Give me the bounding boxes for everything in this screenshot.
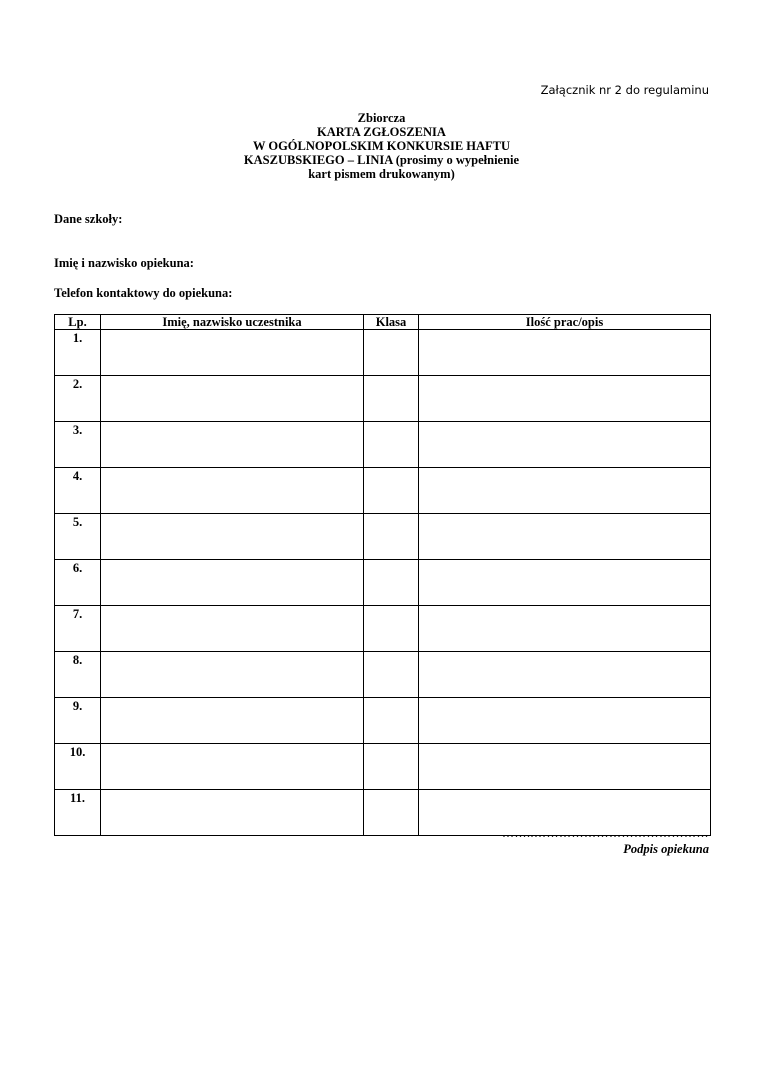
participant-name-cell[interactable] <box>101 560 364 606</box>
class-cell[interactable] <box>364 422 419 468</box>
row-number: 11. <box>55 790 101 836</box>
table-row <box>55 330 711 376</box>
row-number: 1. <box>55 330 101 376</box>
column-header-class: Klasa <box>364 315 419 330</box>
class-cell[interactable] <box>364 790 419 836</box>
signature-label: Podpis opiekuna <box>623 842 709 856</box>
works-description-cell[interactable] <box>419 330 711 376</box>
class-cell[interactable] <box>364 698 419 744</box>
works-description-cell[interactable] <box>419 514 711 560</box>
works-description-cell[interactable] <box>419 606 711 652</box>
participant-name-cell[interactable] <box>101 698 364 744</box>
class-cell[interactable] <box>364 560 419 606</box>
title-line-3: W OGÓLNOPOLSKIM KONKURSIE HAFTU <box>252 139 511 153</box>
works-description-cell[interactable] <box>419 698 711 744</box>
table-header-row <box>55 315 711 330</box>
table-row <box>55 606 711 652</box>
works-description-cell[interactable] <box>419 376 711 422</box>
title-line-5: kart pismem drukowanym) <box>308 167 455 181</box>
row-number: 7. <box>55 606 101 652</box>
works-description-cell[interactable] <box>419 560 711 606</box>
class-cell[interactable] <box>364 376 419 422</box>
column-header-name: Imię, nazwisko uczestnika <box>101 315 364 330</box>
title-line-4: KASZUBSKIEGO – LINIA (prosimy o wypełnienie <box>243 153 520 167</box>
guardian-name-label: Imię i nazwisko opiekuna: <box>54 256 194 270</box>
participant-name-cell[interactable] <box>101 606 364 652</box>
table-row <box>55 698 711 744</box>
class-cell[interactable] <box>364 468 419 514</box>
works-description-cell[interactable] <box>419 422 711 468</box>
class-cell[interactable] <box>364 330 419 376</box>
class-cell[interactable] <box>364 606 419 652</box>
table-row <box>55 744 711 790</box>
table-row <box>55 468 711 514</box>
participant-name-cell[interactable] <box>101 652 364 698</box>
works-description-cell[interactable] <box>419 652 711 698</box>
class-cell[interactable] <box>364 652 419 698</box>
participant-name-cell[interactable] <box>101 376 364 422</box>
table-row <box>55 652 711 698</box>
column-header-lp: Lp. <box>55 315 101 330</box>
column-header-works: Ilość prac/opis <box>419 315 711 330</box>
guardian-phone-label: Telefon kontaktowy do opiekuna: <box>54 286 233 300</box>
participant-name-cell[interactable] <box>101 744 364 790</box>
class-cell[interactable] <box>364 744 419 790</box>
participant-name-cell[interactable] <box>101 468 364 514</box>
works-description-cell[interactable] <box>419 744 711 790</box>
row-number: 8. <box>55 652 101 698</box>
attachment-note: Załącznik nr 2 do regulaminu <box>540 83 709 97</box>
table-row <box>55 560 711 606</box>
participant-name-cell[interactable] <box>101 790 364 836</box>
school-data-label: Dane szkoły: <box>54 212 123 226</box>
row-number: 9. <box>55 698 101 744</box>
participant-name-cell[interactable] <box>101 514 364 560</box>
signature-line: ……..…………………………………… <box>502 826 709 840</box>
title-line-2: KARTA ZGŁOSZENIA <box>317 125 446 139</box>
works-description-cell[interactable] <box>419 468 711 514</box>
table-row <box>55 376 711 422</box>
row-number: 4. <box>55 468 101 514</box>
row-number: 5. <box>55 514 101 560</box>
participants-table <box>54 314 711 836</box>
row-number: 2. <box>55 376 101 422</box>
participant-name-cell[interactable] <box>101 330 364 376</box>
title-line-1: Zbiorcza <box>357 111 406 125</box>
participant-name-cell[interactable] <box>101 422 364 468</box>
row-number: 6. <box>55 560 101 606</box>
row-number: 10. <box>55 744 101 790</box>
table-body <box>55 330 711 836</box>
class-cell[interactable] <box>364 514 419 560</box>
row-number: 3. <box>55 422 101 468</box>
table-row <box>55 422 711 468</box>
document-title <box>200 111 563 181</box>
table-row <box>55 514 711 560</box>
